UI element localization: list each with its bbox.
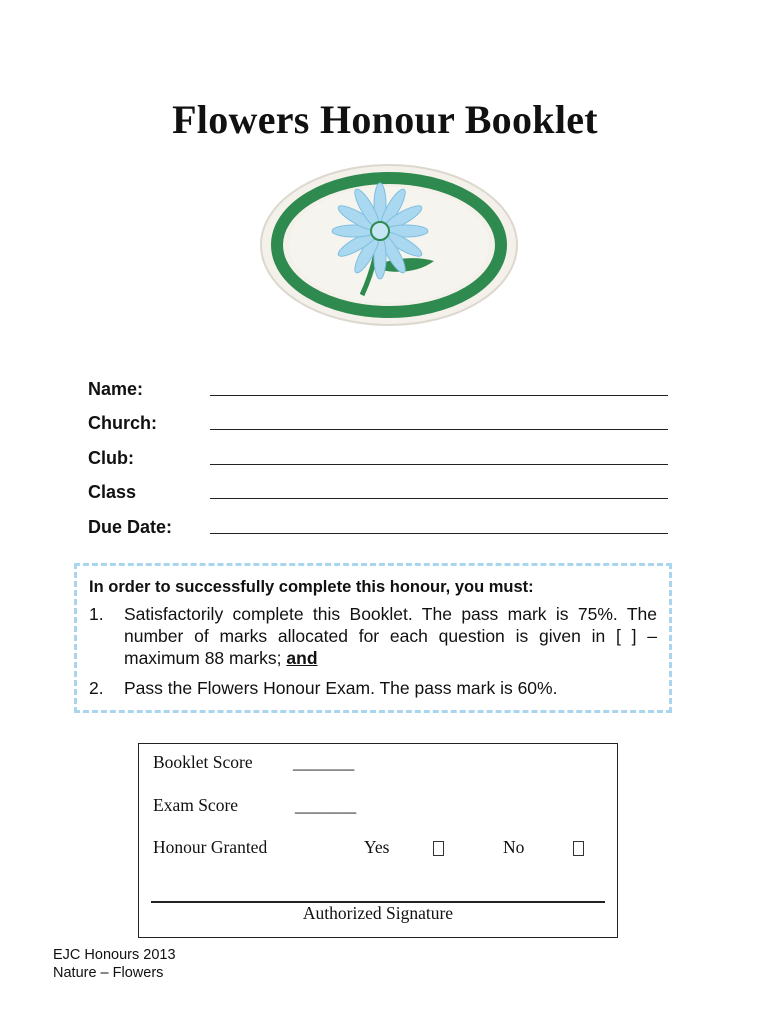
booklet-score-blank[interactable]: _______ <box>293 752 355 772</box>
name-field[interactable] <box>88 365 668 400</box>
no-label: No <box>503 837 525 857</box>
no-checkbox[interactable] <box>573 841 584 856</box>
yes-label: Yes <box>364 837 390 857</box>
club-field[interactable] <box>88 434 668 469</box>
requirement-text <box>124 603 657 669</box>
church-line[interactable] <box>210 409 668 430</box>
signature-label: Authorized Signature <box>302 903 454 923</box>
exam-score-blank[interactable]: _______ <box>295 795 357 815</box>
score-box <box>138 743 618 938</box>
footer-line-2: Nature – Flowers <box>53 965 164 981</box>
due-date-field[interactable] <box>88 503 668 538</box>
footer <box>53 946 176 982</box>
requirement-item <box>89 603 657 669</box>
requirement-number: 2. <box>89 678 104 698</box>
club-label: Club: <box>88 447 134 468</box>
page-title: Flowers Honour Booklet <box>172 97 598 142</box>
requirement-body: Satisfactorily complete this Booklet. The pass mark is 75%. The number of marks allocated for each question is given in [ ] – maximum 88 marks; <box>124 604 657 668</box>
requirement-number: 1. <box>89 604 104 624</box>
booklet-score-label: Booklet Score <box>153 752 253 772</box>
due-date-label: Due Date: <box>88 516 173 537</box>
requirements-box <box>74 563 672 713</box>
requirement-item <box>89 677 657 699</box>
requirement-and: and <box>286 648 318 668</box>
flower-patch-icon <box>258 163 520 328</box>
requirement-text: Pass the Flowers Honour Exam. The pass mark is 60%. <box>124 678 558 698</box>
church-field[interactable] <box>88 400 668 435</box>
footer-line-1: EJC Honours 2013 <box>53 947 176 963</box>
class-line[interactable] <box>210 478 668 499</box>
church-label: Church: <box>88 413 157 433</box>
yes-checkbox[interactable] <box>433 841 444 856</box>
requirements-heading: In order to successfully complete this honour, you must: <box>89 578 534 596</box>
exam-score-label: Exam Score <box>153 795 239 815</box>
name-line[interactable] <box>210 375 668 396</box>
due-date-line[interactable] <box>210 513 668 534</box>
club-line[interactable] <box>210 444 668 465</box>
honour-granted-label: Honour Granted <box>153 837 268 857</box>
class-field[interactable] <box>88 469 668 504</box>
name-label: Name: <box>88 378 144 399</box>
class-label: Class <box>88 482 137 502</box>
student-info-fields <box>88 365 668 538</box>
